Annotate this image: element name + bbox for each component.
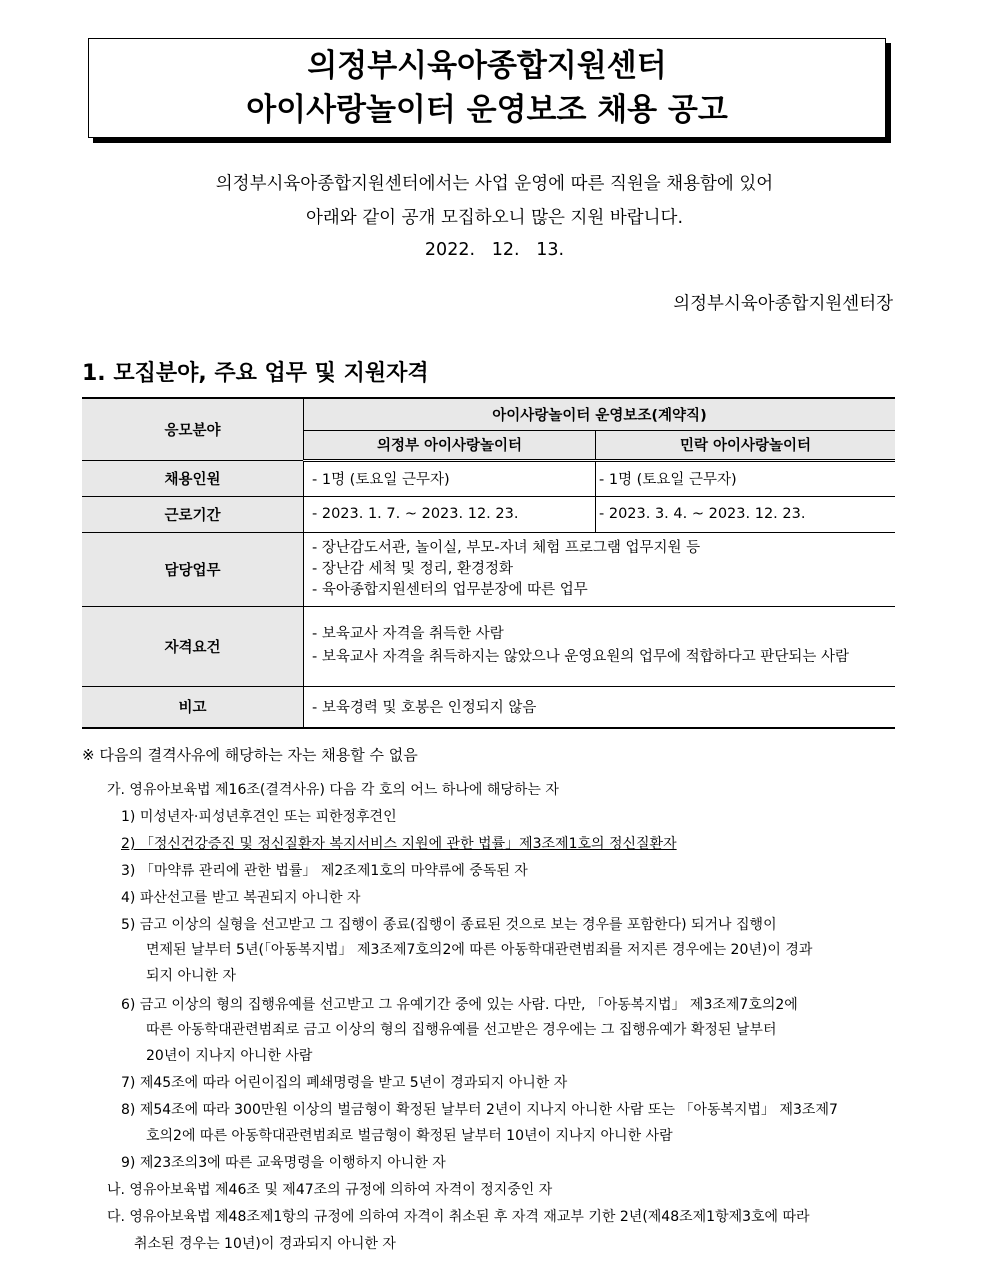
row-label-period: 근로기간: [82, 496, 304, 532]
disq-item-4: 4) 파산선고를 받고 복권되지 아니한 자: [121, 890, 361, 906]
col-minrak-header: 민락 아이사랑놀이터: [596, 430, 896, 460]
note-cell: - 보육경력 및 호봉은 인정되지 않음: [304, 686, 896, 728]
duty-item: - 육아종합지원센터의 업무분장에 따른 업무: [312, 581, 588, 598]
disq-item-6: 6) 금고 이상의 형의 집행유예를 선고받고 그 유예기간 중에 있는 사람. 다만, 「아동복지법」 제3조제7호의2에: [121, 997, 798, 1013]
disq-item-5: 5) 금고 이상의 실형을 선고받고 그 집행이 종료(집행이 종료된 것으로 보는 경우를 포함한다) 되거나 집행이: [121, 917, 777, 933]
issuer: 의정부시육아종합지원센터장: [673, 294, 893, 314]
disqualification-notice: ※ 다음의 결격사유에 해당하는 자는 채용할 수 없음: [82, 746, 418, 764]
row-label-qualification: 자격요건: [82, 606, 304, 686]
section-1-title: 1. 모집분야, 주요 업무 및 지원자격: [82, 361, 429, 386]
disq-item-8-cont: 호의2에 따른 아동학대관련범죄로 벌금형이 확정된 날부터 10년이 지나지 아니한 사람: [146, 1128, 673, 1144]
intro-line-2: 아래와 같이 공개 모집하오니 많은 지원 바랍니다.: [305, 208, 684, 228]
period-minrak: - 2023. 3. 4. ~ 2023. 12. 23.: [596, 496, 896, 532]
duty-item: - 장난감도서관, 놀이실, 부모-자녀 체험 프로그램 업무지원 등: [312, 539, 701, 556]
disq-item-5-cont: 면제된 날부터 5년(「아동복지법」 제3조제7호의2에 따른 아동학대관련범죄를 저지른 경우에는 20년)이 경과: [146, 942, 813, 958]
qualification-cell: [304, 606, 896, 686]
row-label-headcount: 채용인원: [82, 460, 304, 496]
disq-item-1: 1) 미성년자·피성년후견인 또는 피한정후견인: [121, 809, 397, 825]
headcount-minrak: - 1명 (토요일 근무자): [596, 460, 896, 496]
title-box: [88, 38, 886, 138]
intro-line-1: 의정부시육아종합지원센터에서는 사업 운영에 따른 직원을 채용함에 있어: [215, 174, 774, 194]
clause-na: 나. 영유아보육법 제46조 및 제47조의 규정에 의하여 자격이 정지중인 자: [107, 1182, 553, 1198]
clause-ga: 가. 영유아보육법 제16조(결격사유) 다음 각 호의 어느 하나에 해당하는 자: [107, 782, 559, 798]
row-label-duties: 담당업무: [82, 532, 304, 606]
qualification-item: - 보육교사 자격을 취득하지는 않았으나 운영요원의 업무에 적합하다고 판단되는 사람: [312, 649, 849, 665]
clause-da-cont: 취소된 경우는 10년)이 경과되지 아니한 자: [134, 1236, 396, 1252]
recruitment-table: [82, 397, 895, 729]
disq-item-6-cont: 따른 아동학대관련범죄로 금고 이상의 형의 집행유예를 선고받은 경우에는 그 집행유예가 확정된 날부터: [146, 1022, 777, 1038]
disq-item-5-cont: 되지 아니한 자: [146, 968, 237, 984]
disq-item-7: 7) 제45조에 따라 어린이집의 폐쇄명령을 받고 5년이 경과되지 아니한 자: [121, 1075, 568, 1091]
duty-item: - 장난감 세척 및 정리, 환경정화: [312, 560, 513, 577]
disq-item-3: 3) 「마약류 관리에 관한 법률」 제2조제1호의 마약류에 중독된 자: [121, 863, 528, 879]
row-label-note: 비고: [82, 686, 304, 728]
announcement-date: 2022. 12. 13.: [424, 240, 565, 260]
period-uijeongbu: - 2023. 1. 7. ~ 2023. 12. 23.: [304, 496, 596, 532]
col-uijeongbu-header: 의정부 아이사랑놀이터: [304, 430, 596, 460]
disq-item-6-cont: 20년이 지나지 아니한 사람: [146, 1048, 313, 1064]
title-line-1: 의정부시육아종합지원센터: [307, 48, 667, 84]
duties-cell: [304, 532, 896, 606]
headcount-uijeongbu: - 1명 (토요일 근무자): [304, 460, 596, 496]
disq-item-9: 9) 제23조의3에 따른 교육명령을 이행하지 아니한 자: [121, 1155, 446, 1171]
position-header: 아이사랑놀이터 운영보조(계약직): [304, 398, 896, 430]
qualification-item: - 보육교사 자격을 취득한 사람: [312, 626, 504, 642]
clause-da: 다. 영유아보육법 제48조제1항의 규정에 의하여 자격이 취소된 후 자격 재교부 기한 2년(제48조제1항제3호에 따라: [107, 1209, 810, 1225]
disq-item-2: 2) 「정신건강증진 및 정신질환자 복지서비스 지원에 관한 법률」제3조제1호의 정신질환자: [121, 836, 677, 852]
disq-item-8: 8) 제54조에 따라 300만원 이상의 벌금형이 확정된 날부터 2년이 지나지 아니한 사람 또는 「아동복지법」 제3조제7: [121, 1102, 838, 1118]
field-label: 응모분야: [82, 398, 304, 460]
title-line-2: 아이사랑놀이터 운영보조 채용 공고: [246, 92, 728, 128]
